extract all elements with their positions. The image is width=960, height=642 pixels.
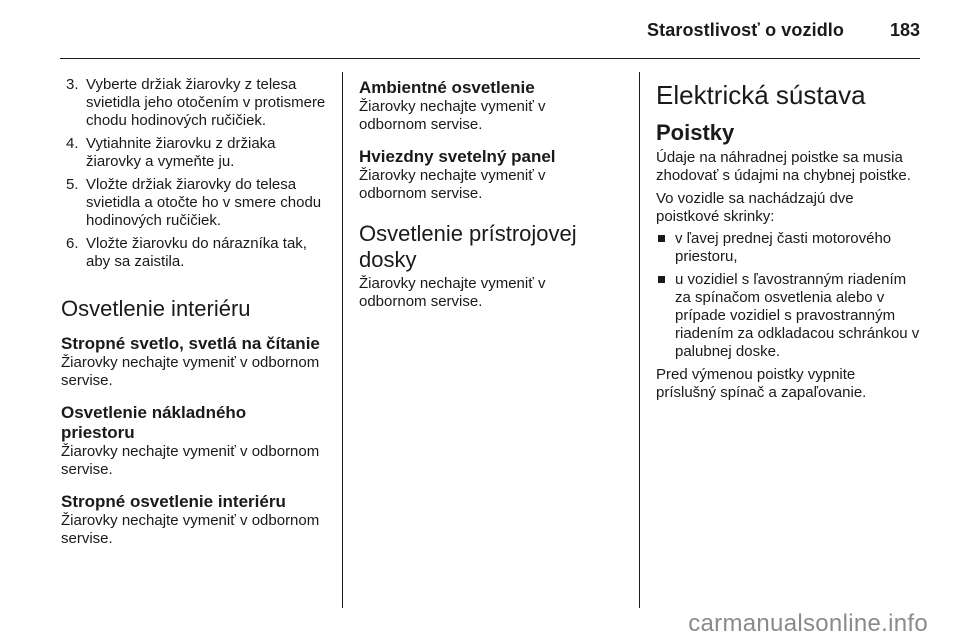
column-divider-2	[639, 72, 640, 608]
section-heading: Poistky	[656, 120, 735, 145]
subsection-heading: Osvetlenie nákladného priestoru	[61, 403, 247, 442]
page-header	[60, 0, 920, 59]
bullet-item	[656, 230, 922, 266]
watermark: carmanualsonline.info	[688, 610, 928, 637]
subsection-heading: Stropné osvetlenie interiéru	[61, 492, 286, 511]
step-number: 6.	[66, 235, 79, 252]
step-item	[61, 235, 333, 271]
step-list	[61, 76, 333, 271]
column-divider-1	[342, 72, 343, 608]
page-number: 183	[889, 20, 920, 40]
bullet-list	[656, 230, 922, 361]
paragraph: Žiarovky nechajte vymeniť v odbornom servise.	[61, 512, 320, 547]
subsection-heading: Hviezdny svetelný panel	[359, 147, 556, 166]
paragraph: Údaje na náhradnej poistke sa musia zhodovať s údajmi na chybnej poistke.	[656, 149, 911, 184]
step-number: 4.	[66, 135, 79, 152]
subsection-heading: Stropné svetlo, svetlá na čítanie	[61, 334, 320, 353]
section-heading: Osvetlenie prístrojovej dosky	[359, 221, 577, 272]
step-item	[61, 76, 333, 130]
page-title: Starostlivosť o vozidlo	[647, 20, 844, 40]
paragraph: Žiarovky nechajte vymeniť v odbornom servise.	[359, 167, 546, 202]
step-text: Vyberte držiak žiarovky z telesa svietidla jeho otočením v protismere chodu hodinových ručičiek.	[86, 76, 326, 129]
paragraph: Žiarovky nechajte vymeniť v odbornom servise.	[359, 98, 546, 133]
column-left	[61, 76, 333, 548]
step-text: Vložte žiarovku do nárazníka tak, aby sa zaistila.	[86, 235, 307, 270]
paragraph: Pred výmenou poistky vypnite príslušný spínač a zapaľovanie.	[656, 366, 867, 401]
paragraph: Žiarovky nechajte vymeniť v odbornom servise.	[61, 443, 320, 478]
paragraph: Žiarovky nechajte vymeniť v odbornom servise.	[359, 275, 546, 310]
bullet-square-icon	[658, 276, 665, 283]
bullet-text: u vozidiel s ľavostranným riadením za spínačom osvetlenia alebo v prípade vozidiel s pravostranným riadením za odkladacou schránkou v palubnej doske.	[675, 271, 920, 360]
section-heading: Osvetlenie interiéru	[61, 296, 251, 321]
bullet-item	[656, 271, 922, 361]
step-text: Vložte držiak žiarovky do telesa svietidla a otočte ho v smere chodu hodinových ručičiek.	[86, 176, 322, 229]
column-right	[656, 80, 922, 402]
paragraph: Vo vozidle sa nachádzajú dve poistkové skrinky:	[656, 190, 854, 225]
paragraph: Žiarovky nechajte vymeniť v odbornom servise.	[61, 354, 320, 389]
step-number: 5.	[66, 176, 79, 193]
column-middle	[359, 78, 627, 311]
subsection-heading: Ambientné osvetlenie	[359, 78, 535, 97]
chapter-heading: Elektrická sústava	[656, 80, 866, 110]
step-item	[61, 135, 333, 171]
step-item	[61, 176, 333, 230]
bullet-text: v ľavej prednej časti motorového priestoru,	[675, 230, 892, 265]
step-number: 3.	[66, 76, 79, 93]
step-text: Vytiahnite žiarovku z držiaka žiarovky a vymeňte ju.	[86, 135, 276, 170]
bullet-square-icon	[658, 235, 665, 242]
